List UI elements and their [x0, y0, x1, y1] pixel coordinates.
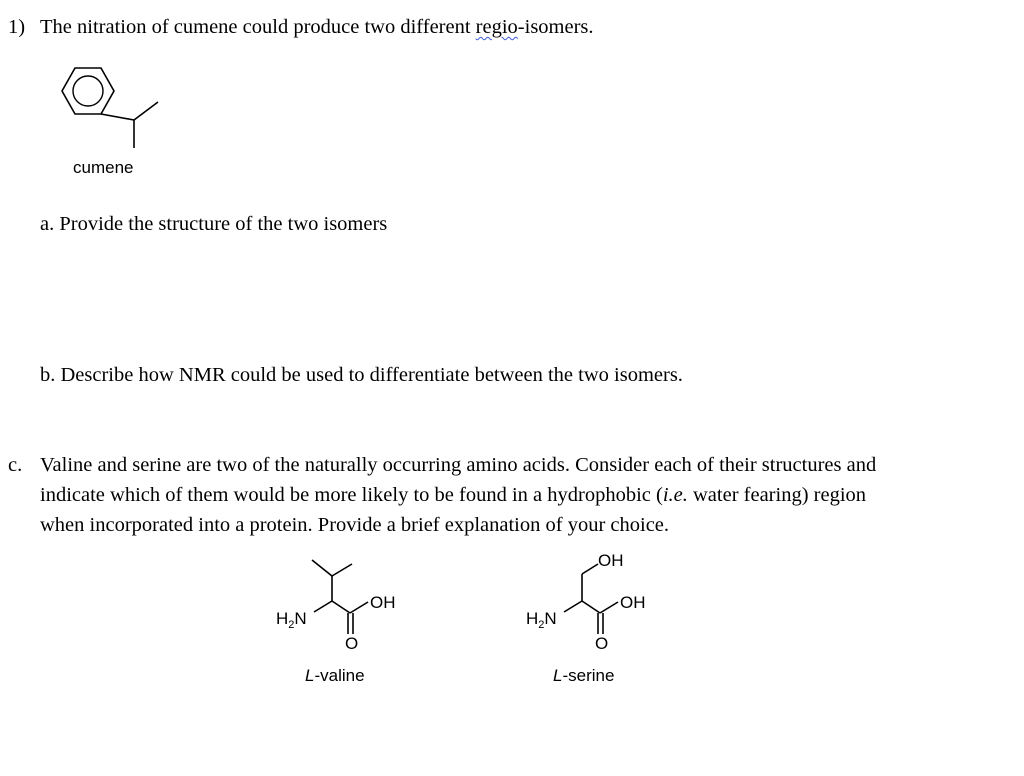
part-c-letter: c.: [8, 454, 23, 476]
part-c-line-2: indicate which of them would be more likely to be found in a hydrophobic (i.e. water fearing) region: [40, 484, 867, 506]
question-1-text: The nitration of cumene could produce two different regio-isomers.: [40, 16, 594, 38]
valine-amine: $H_2N$: [276, 609, 307, 631]
serine-side-oh: OH: [598, 551, 624, 570]
serine-acid-oh: OH: [620, 593, 646, 612]
cumene-label: cumene: [73, 158, 134, 177]
serine-carbonyl-o: O: [595, 634, 609, 653]
valine-carbonyl-o: O: [345, 634, 359, 653]
cumene-structure: [50, 58, 170, 158]
spellcheck-word: regio: [475, 16, 518, 38]
question-1-line: [8, 12, 25, 42]
valine-structure: [270, 548, 470, 658]
serine-amine: $H_2N$: [526, 609, 557, 631]
part-b-text: b. Describe how NMR could be used to differentiate between the two isomers.: [40, 364, 683, 386]
question-number: 1): [8, 16, 26, 38]
valine-acid-oh: OH: [370, 593, 396, 612]
part-c-line-3: when incorporated into a protein. Provide a brief explanation of your choice.: [40, 514, 670, 536]
valine-label: L-valine: [305, 666, 365, 685]
part-a-text: a. Provide the structure of the two isomers: [40, 213, 388, 235]
serine-label: L-serine: [553, 666, 615, 685]
serine-structure: [520, 548, 720, 658]
part-c-line-1: Valine and serine are two of the naturally occurring amino acids. Consider each of their structures and: [40, 454, 877, 476]
